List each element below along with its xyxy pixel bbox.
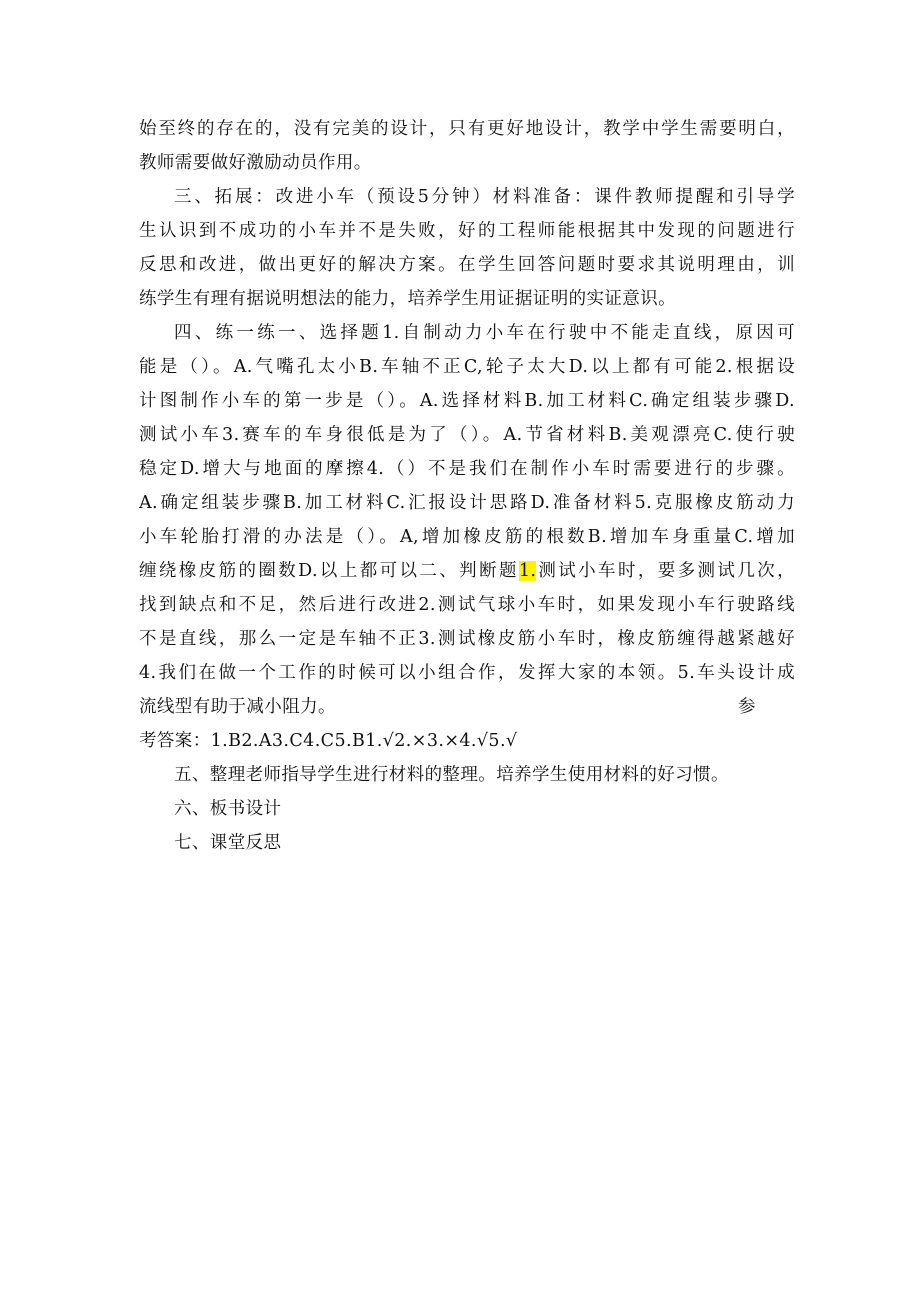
text-line: 能是（）。A.气嘴孔太小B.车轴不正C,轮子太大D.以上都有可能2.根据设 <box>139 357 795 377</box>
text-line: 计图制作小车的第一步是（）。A.选择材料B.加工材料C.确定组装步骤D. <box>139 391 795 411</box>
section-heading-reflection: 七、课堂反思 <box>174 833 282 853</box>
text-segment: 测试小车时，要多测试几次， <box>536 561 795 581</box>
answer-key-line: 考答案：1.B2.A3.C4.C5.B1.√2.×3.×4.√5.√ <box>139 731 518 751</box>
text-line: 小车轮胎打滑的办法是（）。A,增加橡皮筋的根数B.增加车身重量C.增加 <box>139 527 795 547</box>
text-line: 始至终的存在的，没有完美的设计，只有更好地设计，教学中学生需要明白， <box>139 119 795 139</box>
text-line: 不是直线，那么一定是车轴不正3.测试橡皮筋小车时，橡皮筋缠得越紧越好 <box>139 629 795 649</box>
text-line <box>139 690 795 724</box>
document-body <box>139 112 795 860</box>
section-heading-board-design: 六、板书设计 <box>174 799 282 819</box>
paragraph-heading-exercises: 四、练一练一、选择题1.自制动力小车在行驶中不能走直线，原因可 <box>174 323 795 343</box>
text-line: 生认识到不成功的小车并不是失败，好的工程师能根据其中发现的问题进行 <box>139 221 795 241</box>
text-segment: 缠绕橡皮筋的圈数D.以上都可以二、判断题 <box>139 561 519 581</box>
text-line: 教师需要做好激励动员作用。 <box>139 153 372 173</box>
paragraph-heading-organize: 五、整理老师指导学生进行材料的整理。培养学生使用材料的好习惯。 <box>174 765 729 785</box>
text-line: 测试小车3.赛车的车身很低是为了（）。A.节省材料B.美观漂亮C.使行驶 <box>139 425 795 445</box>
text-line-with-highlight <box>139 554 795 588</box>
text-line: 练学生有理有据说明想法的能力，培养学生用证据证明的实证意识。 <box>139 289 676 309</box>
text-line: A.确定组装步骤B.加工材料C.汇报设计思路D.准备材料5.克服橡皮筋动力 <box>139 493 795 513</box>
text-line: 4.我们在做一个工作的时候可以小组合作，发挥大家的本领。5.车头设计成 <box>139 663 795 683</box>
text-segment: 流线型有助于减小阻力。 <box>139 697 336 717</box>
paragraph-heading-extension: 三、拓展：改进小车（预设5分钟）材料准备：课件教师提醒和引导学 <box>174 187 795 207</box>
highlighted-text: 1. <box>518 561 537 581</box>
text-segment: 参 <box>737 697 756 717</box>
text-line: 找到缺点和不足，然后进行改进2.测试气球小车时，如果发现小车行驶路线 <box>139 595 795 615</box>
text-line: 反思和改进，做出更好的解决方案。在学生回答问题时要求其说明理由，训 <box>139 255 795 275</box>
text-line: 稳定D.增大与地面的摩擦4.（）不是我们在制作小车时需要进行的步骤。 <box>139 459 795 479</box>
